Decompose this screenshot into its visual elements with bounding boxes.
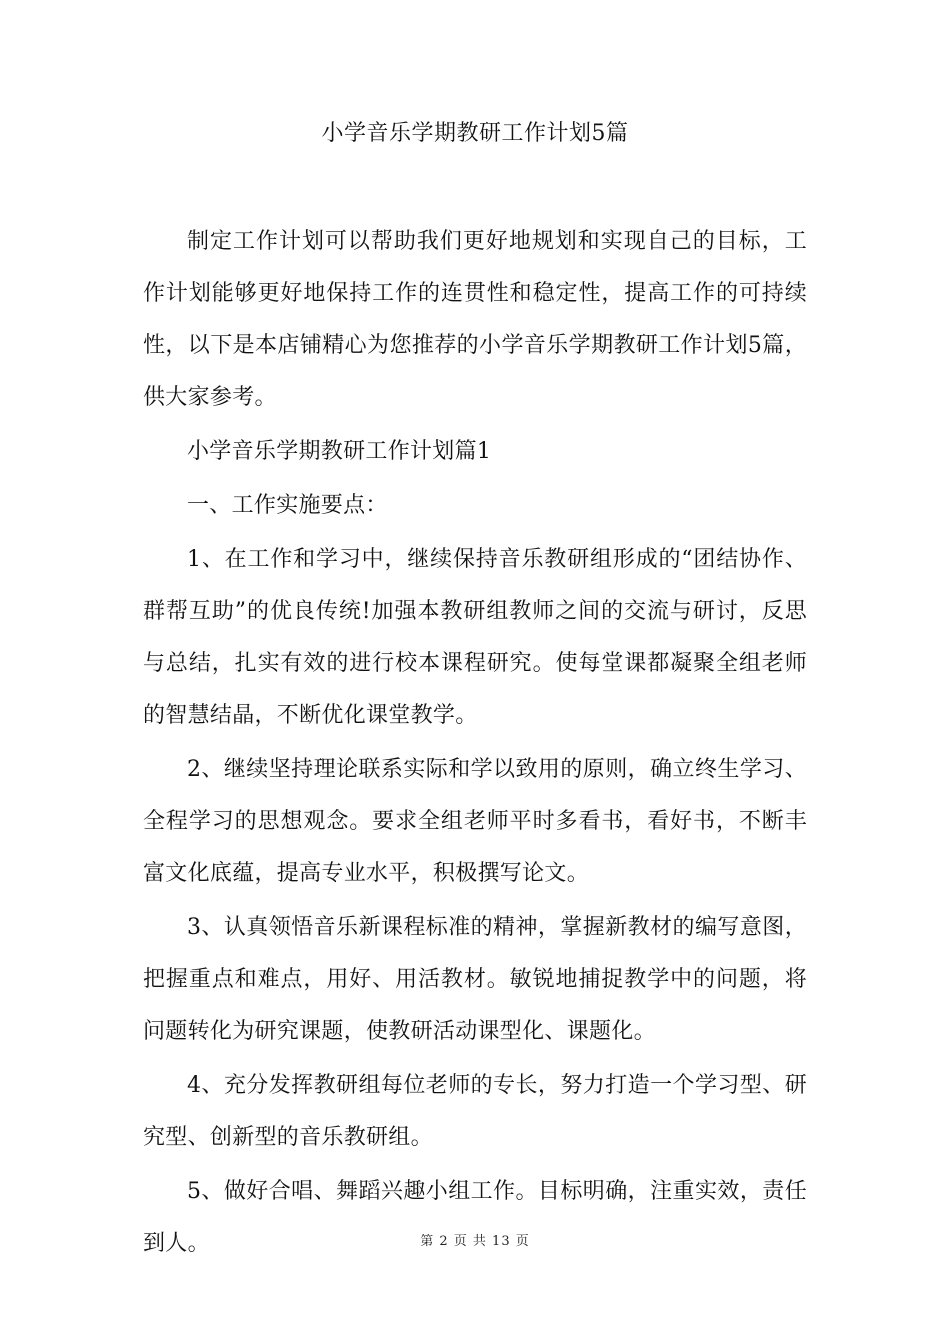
list-item: 4、充分发挥教研组每位老师的专长，努力打造一个学习型、研究型、创新型的音乐教研组。 xyxy=(143,1073,807,1150)
subsection-heading: 一、工作实施要点： xyxy=(187,493,388,518)
list-item: 5、做好合唱、舞蹈兴趣小组工作。目标明确，注重实效，责任到人。 xyxy=(143,1179,807,1256)
list-item: 3、认真领悟音乐新课程标准的精神，掌握新教材的编写意图，把握重点和难点，用好、用活教材。敏锐地捕捉教学中的问题，将问题转化为研究课题，使教研活动课型化、课题化。 xyxy=(143,915,807,1044)
intro-paragraph: 制定工作计划可以帮助我们更好地规划和实现自己的目标，工作计划能够更好地保持工作的连贯性和稳定性，提高工作的可持续性，以下是本店铺精心为您推荐的小学音乐学期教研工作计划5篇，供大家参考。 xyxy=(143,229,807,410)
document-body xyxy=(143,216,807,1272)
document-title: 小学音乐学期教研工作计划5篇 xyxy=(321,121,629,146)
page-number-footer: 第 2 页 共 13 页 xyxy=(420,1234,530,1249)
section-heading: 小学音乐学期教研工作计划篇1 xyxy=(187,439,492,464)
list-item: 2、继续坚持理论联系实际和学以致用的原则，确立终生学习、全程学习的思想观念。要求全组老师平时多看书，看好书，不断丰富文化底蕴，提高专业水平，积极撰写论文。 xyxy=(143,757,807,886)
list-item: 1、在工作和学习中，继续保持音乐教研组形成的“团结协作、群帮互助”的优良传统!加强本教研组教师之间的交流与研讨，反思与总结，扎实有效的进行校本课程研究。使每堂课都凝聚全组老师的智慧结晶，不断优化课堂教学。 xyxy=(143,547,807,728)
